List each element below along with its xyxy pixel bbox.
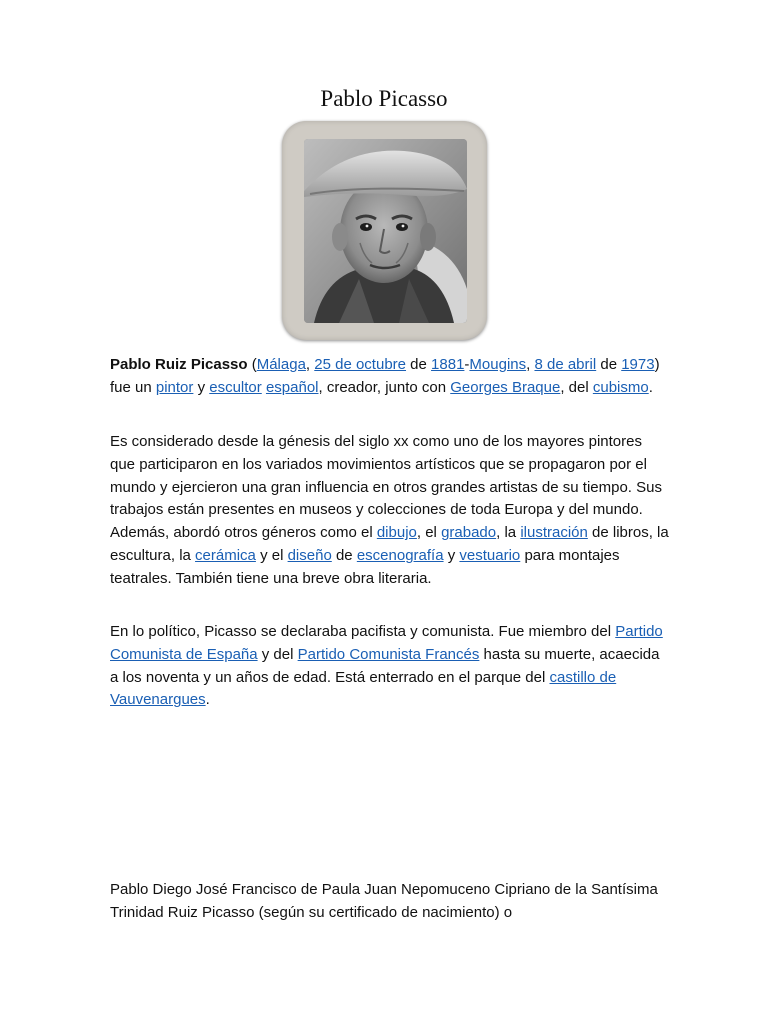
portrait-photo [304, 139, 467, 323]
link-ilustracion[interactable]: ilustración [520, 524, 588, 542]
link-malaga[interactable]: Málaga [256, 356, 306, 373]
text: En lo político, Picasso se declaraba pacifista y comunista. Fue miembro del [110, 623, 616, 640]
link-dibujo[interactable]: dibujo [376, 524, 417, 542]
link-1881[interactable]: 1881 [431, 356, 465, 373]
text: . [205, 691, 210, 709]
text: , del [560, 378, 593, 396]
text: hasta su muerte, acaecida a los noventa y un años de edad. Está enterrado en el parque del [110, 645, 660, 686]
text: y [443, 546, 460, 564]
link-mougins[interactable]: Mougins [469, 356, 527, 373]
link-georges-braque[interactable]: Georges Braque [450, 378, 561, 396]
link-diseno[interactable]: diseño [287, 546, 332, 564]
link-pintor[interactable]: pintor [155, 378, 194, 396]
link-8-de-abril[interactable]: 8 de abril [534, 356, 597, 373]
subject-name: Pablo Ruiz Picasso [110, 356, 248, 373]
text: Es considerado desde la génesis del siglo xx como uno de los mayores pintores que participaron en los variados movimientos artísticos que se propagaron por el mundo y ejercieron una gran influencia en otros grandes artistas de su tiempo. Sus trabajos están presentes en museos y colecciones de toda Europa y del mundo. Además, abordó otros géneros como el [110, 433, 662, 542]
full-name-text: Pablo Diego José Francisco de Paula Juan Nepomuceno Cipriano de la Santísima Trinidad Ruiz Picasso (según su certificado de nacimiento) o [110, 881, 658, 921]
link-partido-comunista-espana[interactable]: Partido Comunista de España [110, 623, 663, 663]
text: . [648, 378, 653, 396]
text: ( [247, 356, 257, 373]
link-espanol[interactable]: español [265, 378, 319, 396]
intro-paragraph [110, 354, 670, 400]
link-25-de-octubre[interactable]: 25 de octubre [314, 356, 407, 373]
text: , el [416, 524, 442, 542]
text: , [305, 356, 315, 373]
text: ) fue un [110, 356, 660, 396]
link-partido-comunista-frances[interactable]: Partido Comunista Francés [297, 645, 480, 663]
text: y del [257, 645, 298, 663]
text: y el [255, 546, 288, 564]
link-escenografia[interactable]: escenografía [356, 546, 444, 564]
page-title: Pablo Picasso [320, 86, 448, 111]
link-escultor[interactable]: escultor [209, 378, 262, 396]
politics-paragraph [110, 621, 670, 712]
text: para montajes teatrales. También tiene una breve obra literaria. [110, 546, 620, 587]
text: - [464, 356, 470, 373]
full-name-paragraph [110, 879, 670, 925]
photo-frame [282, 121, 487, 340]
link-ceramica[interactable]: cerámica [195, 546, 256, 564]
text: de libros, la escultura, la [110, 524, 669, 564]
link-cubismo[interactable]: cubismo [592, 378, 649, 396]
text: de [331, 546, 357, 564]
link-vestuario[interactable]: vestuario [459, 546, 521, 564]
link-grabado[interactable]: grabado [441, 524, 497, 542]
text: , [526, 356, 535, 373]
text: de [406, 356, 432, 373]
link-1973[interactable]: 1973 [621, 356, 655, 373]
career-paragraph [110, 431, 670, 591]
text: , creador, junto con [318, 378, 451, 396]
text: de [596, 356, 622, 373]
text: y [193, 378, 210, 396]
text: , la [496, 524, 521, 542]
link-castillo-vauvenargues[interactable]: castillo de Vauvenargues [110, 668, 617, 709]
